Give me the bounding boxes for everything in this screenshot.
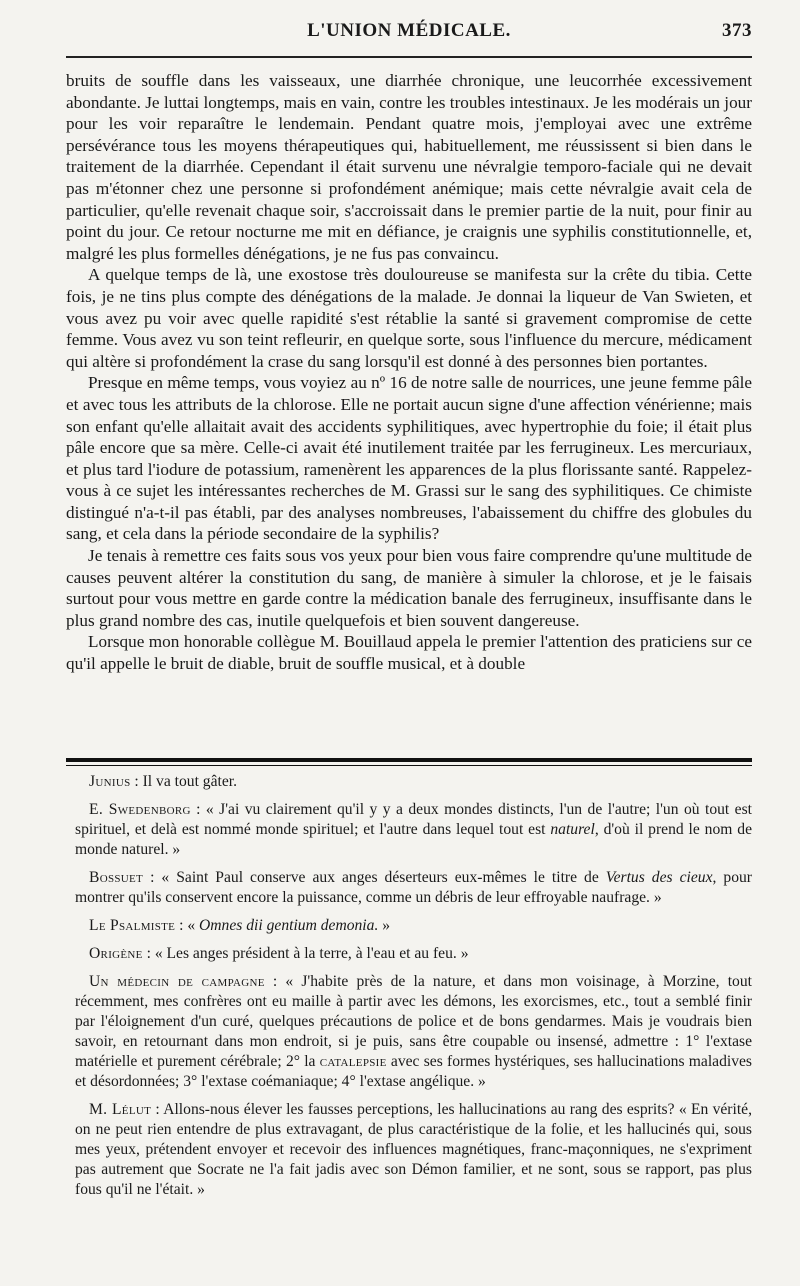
quote-bossuet	[75, 868, 752, 908]
speaker-medecin: Un médecin de campagne	[89, 973, 265, 990]
quote-swedenborg-text-2: , d'où il prend le nom de monde naturel. »	[75, 821, 752, 858]
feuilleton	[75, 772, 752, 1200]
quote-medecin-text-1: : « J'habite près de la nature, et dans mon voisinage, à Morzine, tout récemment, mes confrères ont eu maille à partir avec les démons, les exorcismes, etc., tout a semblé finir par l'éloignement d'un curé, quelques précautions de police et de bons gendarmes. Mais je voudrais bien savoir, en retournant dans mon endroit, si je puis, sans être coupable ou insensé, admettre : 1° l'extase matérielle et purement cérébrale; 2° la	[75, 973, 752, 1070]
paragraph-3: Presque en même temps, vous voyiez au nº 16 de notre salle de nourrices, une jeune femme pâle et avec tous les attributs de la chlorose. Elle ne portait aucun signe d'une affection vénérienne; mais son enfant qu'elle allaitait avait des accidents syphilitiques, avec hypertrophie du foie; il était plus pâle encore que sa mère. Celle-ci avait été inutilement traitée par les ferrugineux. Les mercuriaux, et plus tard l'iodure de potassium, ramenèrent les apparences de la plus florissante santé. Rappelez-vous à ce sujet les intéressantes recherches de M. Grassi sur le sang des syphilitiques. Ce chimiste distingué n'a-t-il pas établi, par des analyses nombreuses, l'abaissement du chiffre des globules du sang, et cela dans la période secondaire de la syphilis?	[66, 373, 752, 544]
feuilleton-rule-thin	[66, 765, 752, 766]
quote-medecin-smallcaps: catalepsie	[319, 1053, 387, 1070]
quote-medecin-text-2: avec ses formes hystériques, ses hallucinations maladives et désordonnées; 3° l'extase coémaniaque; 4° l'extase angélique. »	[75, 1053, 753, 1090]
feuilleton-rule-thick	[66, 758, 752, 762]
quote-junius-text: : Il va tout gâter.	[130, 773, 238, 790]
main-text	[66, 70, 752, 675]
paragraph-2: A quelque temps de là, une exostose très douloureuse se manifesta sur la crête du tibia. Cette fois, je ne tins plus compte des dénégations de la malade. Je donnai la liqueur de Van Swieten, et vous avez pu voir avec quelle rapidité s'est rétablie la santé si gravement compromise de cette femme. Vous avez vu son teint refleurir, en quelque sorte, sous l'influence du mercure, médicament qui altère si profondément la crase du sang lorsqu'il est donné à des personnes bien portantes.	[66, 265, 752, 371]
quote-lelut-text: : Allons-nous élever les fausses perceptions, les hallucinations au rang des esprits? « En vérité, on ne peut rien entendre de plus extravagant, de plus caractéristique de la folie, et les hallucinés qui, sous mes yeux, prétendent envoyer et recevoir des influences magnétiques, franc-maçonniques, ne s'expriment pas autrement que Socrate ne l'a fait jadis avec son Démon familier, et ne sont, sous se rapport, pas plus fous qu'il ne l'était. »	[75, 1101, 752, 1198]
quote-psalmiste-text-1: : «	[175, 917, 200, 934]
quote-swedenborg-italic: naturel	[550, 821, 595, 838]
speaker-bossuet: Bossuet	[89, 869, 144, 886]
quote-swedenborg-text-1: : « J'ai vu clairement qu'il y y a deux mondes distincts, l'un de l'autre; l'un où tout est spirituel, et delà est nommé monde spirituel; et l'autre dans lequel tout est	[75, 801, 753, 838]
speaker-swedenborg: E. Swedenborg	[89, 801, 191, 818]
speaker-junius: Junius	[89, 773, 131, 790]
quote-medecin	[75, 972, 752, 1092]
quote-origene	[75, 944, 752, 964]
quote-psalmiste	[75, 916, 752, 936]
page-number: 373	[722, 20, 752, 41]
speaker-psalmiste: Le Psalmiste	[89, 917, 176, 934]
quote-psalmiste-italic: Omnes dii gentium demonia.	[199, 917, 379, 934]
speaker-lelut: M. Lélut	[89, 1101, 152, 1118]
quote-psalmiste-text-2: »	[378, 917, 391, 934]
quote-swedenborg	[75, 800, 752, 860]
journal-title: L'UNION MÉDICALE.	[307, 20, 511, 41]
quote-lelut	[75, 1100, 752, 1200]
speaker-origene: Origène	[89, 945, 143, 962]
running-header	[66, 20, 752, 50]
paragraph-1: bruits de souffle dans les vaisseaux, une diarrhée chronique, une leucorrhée excessivement abondante. Je luttai longtemps, mais en vain, contre les troubles intestinaux. Je les modérais un jour pour les voir reparaître le lendemain. Pendant quatre mois, j'employai avec une extrême persévérance tous les moyens thérapeutiques qui, habituellement, me réussissent si bien dans le traitement de la diarrhée. Cependant il était survenu une névralgie temporo-faciale qui ne devait pas m'étonner chez une personne si profondément anémique; mais cette névralgie avait cela de particulier, qu'elle revenait chaque soir, s'accroissait dans le premier partie de la nuit, pour finir au point du jour. Ce retour nocturne me mit en défiance, je craignis une syphilis constitutionnelle, et, malgré les plus formelles dénégations, je ne fus pas convaincu.	[66, 71, 752, 263]
quote-bossuet-italic: Vertus des cieux	[605, 869, 713, 886]
paragraph-4: Je tenais à remettre ces faits sous vos yeux pour bien vous faire comprendre qu'une multitude de causes peuvent altérer la constitution du sang, de manière à simuler la chlorose, et je le faisais surtout pour vous mettre en garde contre la médication banale des ferrugineux, insuffisante dans le plus grand nombre des cas, inutile quelquefois et bien souvent dangereuse.	[66, 546, 752, 630]
header-rule	[66, 56, 752, 58]
quote-bossuet-text-1: : « Saint Paul conserve aux anges déserteurs eux-mêmes le titre de	[143, 869, 606, 886]
quote-junius	[75, 772, 752, 792]
quote-origene-text: : « Les anges président à la terre, à l'eau et au feu. »	[142, 945, 469, 962]
paragraph-5: Lorsque mon honorable collègue M. Bouillaud appela le premier l'attention des praticiens sur ce qu'il appelle le bruit de diable, bruit de souffle musical, et à double	[66, 632, 752, 674]
quote-bossuet-text-2: , pour montrer qu'ils conservent encore la puissance, comme un débris de leur effroyable naufrage. »	[75, 869, 752, 906]
